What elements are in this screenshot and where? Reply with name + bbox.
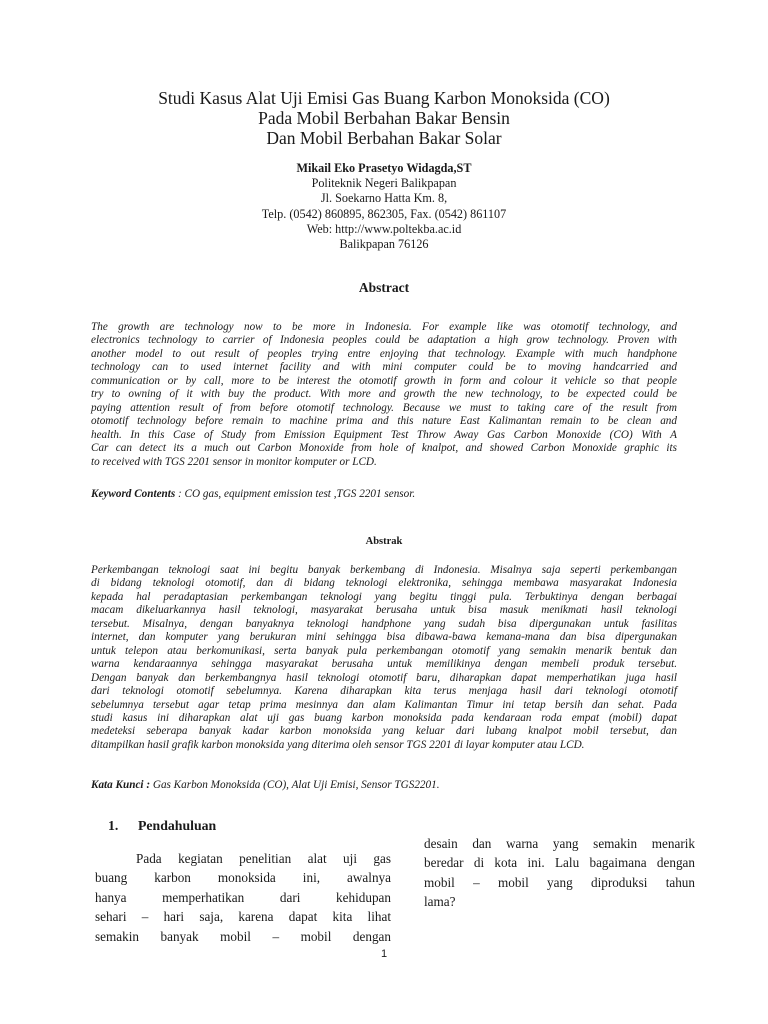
author-address: Jl. Soekarno Hatta Km. 8, <box>320 191 448 206</box>
abstract-line: health. In this Case of Study from Emission Equipment Test Throw Away Gas Carbon Monoxide (CO) With A <box>91 428 677 441</box>
abstract-line: technology can to used internet facility and with mini computer could be to moving handcarried and <box>91 361 677 374</box>
author-block <box>100 161 668 252</box>
abstrak-heading: Abstrak <box>365 536 403 547</box>
abstrak-body <box>91 564 677 752</box>
author-affiliation: Politeknik Negeri Balikpapan <box>311 176 457 191</box>
abstrak-line: Dengan banyak dan berkembangnya hasil teknologi otomotif baru, diharapkan dapat memperhatikan juga hasil <box>91 671 677 684</box>
title-line: Pada Mobil Berbahan Bakar Bensin <box>258 108 510 128</box>
body-line: desain dan warna yang semakin menarik <box>424 836 695 851</box>
title-line: Dan Mobil Berbahan Bakar Solar <box>266 128 502 148</box>
abstrak-line: studi kasus ini diharapkan alat uji gas buang karbon monoksida pada kendaraan roda empat (mobil) dapat <box>91 711 677 724</box>
author-phone: Telp. (0542) 860895, 862305, Fax. (0542) 861107 <box>261 206 507 221</box>
body-column-left <box>95 849 391 946</box>
abstrak-line: ditampilkan hasil grafik karbon monoksida yang diterima oleh sensor TGS 2201 di layar komputer atau LCD. <box>91 738 585 751</box>
body-line: sehari – hari saja, karena dapat kita lihat <box>95 909 391 925</box>
abstract-line: The growth are technology now to be more in Indonesia. For example like was otomotif technology, and <box>91 321 677 333</box>
abstract-heading: Abstract <box>358 280 410 295</box>
abstract-line: communication or by call, more to be interest the otomotif growth in form and colour it vehicle so that people <box>91 374 677 387</box>
abstrak-keywords <box>91 779 677 791</box>
abstrak-line: di bidang teknologi otomotif, dan di bidang teknologi elektronika, sehingga membawa masyarakat Indonesia <box>91 577 677 590</box>
author-web: Web: http://www.poltekba.ac.id <box>306 221 462 236</box>
body-line: beredar di kota ini. Lalu bagaimana dengan <box>424 855 695 871</box>
abstract-body <box>91 321 677 469</box>
section-number: 1. <box>108 818 119 833</box>
abstract-line: to received with TGS 2201 sensor in monitor komputer or LCD. <box>91 455 377 468</box>
abstrak-line: sebelumnya tersebut agar tetap prima mesinnya dan alam Kalimantan Timur ini tetap bersih dan sehat. Pada <box>91 698 677 711</box>
keywords-text: : CO gas, equipment emission test ,TGS 2201 sensor. <box>175 488 416 500</box>
keywords-label: Keyword Contents <box>91 488 176 500</box>
body-line: mobil – mobil yang diproduksi tahun <box>424 874 695 890</box>
body-column-right <box>424 834 695 912</box>
author-city: Balikpapan 76126 <box>339 237 429 252</box>
abstrak-line: internet, dan komputer yang berukuran mini sehingga bisa dibawa-bawa kemana-mana dan bisa dipergunakan <box>91 631 677 644</box>
abstract-keywords <box>91 488 677 500</box>
abstract-line: paying attention result of from before otomotif technology. Because we must to taking care of the result from <box>91 401 677 414</box>
abstrak-line: Perkembangan teknologi saat ini begitu banyak berkembang di Indonesia. Misalnya saja seperti perkembangan <box>91 564 677 576</box>
abstrak-line: medeteksi seberapa banyak kadar karbon monoksida yang keluar dari lubang knalpot mobil tersebut, dan <box>91 725 677 738</box>
abstract-line: otomotif technology before remain to machine prima and this nature East Kalimantan remain to be clean and <box>91 415 677 428</box>
paper-title <box>60 88 708 148</box>
section-title: Pendahuluan <box>138 818 217 833</box>
abstrak-line: macam dikeluarkannya hasil teknologi, masyarakat berusaha untuk bisa masuk menikmati hasil teknologi <box>91 604 677 617</box>
title-line: Studi Kasus Alat Uji Emisi Gas Buang Karbon Monoksida (CO) <box>158 88 610 108</box>
abstract-line: another model to out result of peoples trying entre enjoying that technology. Example with much handphone <box>91 347 677 360</box>
body-line: Pada kegiatan penelitian alat uji gas <box>136 851 391 866</box>
page-number: 1 <box>380 948 388 960</box>
kata-kunci-text: Gas Karbon Monoksida (CO), Alat Uji Emisi, Sensor TGS2201. <box>150 779 440 791</box>
abstrak-line: tersebut. Misalnya, dengan banyaknya teknologi handphone yang sudah bisa dipergunakan untuk fasilitas <box>91 617 677 630</box>
abstract-line: try to owning of it with buy the product. With more and growth the new technology, to be expected could be <box>91 388 677 401</box>
abstrak-line: warna kendaraannya sehingga masyarakat berusaha untuk memilikinya dengan membeli produk tersebut. <box>91 658 677 671</box>
body-line: semakin banyak mobil – mobil dengan <box>95 928 391 944</box>
abstract-line: Car can detect its a much out Carbon Monoxide from hole of knalpot, and showed Carbon Monoxide graphic its <box>91 442 677 455</box>
section-heading <box>108 818 216 834</box>
body-line: hanya memperhatikan dari kehidupan <box>95 889 391 905</box>
abstrak-line: untuk telepon atau berkomunikasi, serta banyak pula perkembangan otomotif yang semakin menarik bentuk dan <box>91 644 677 657</box>
abstrak-line: kepada hal peradaptasian perkembangan teknologi yang begitu tinggi pula. Terbuktinya dengan berbagai <box>91 590 677 603</box>
body-line: lama? <box>424 894 456 910</box>
body-line: buang karbon monoksida ini, awalnya <box>95 870 391 886</box>
abstrak-line: dari teknologi otomotif sebelumnya. Karena diharapkan kita terus menjaga hasil dari teknologi otomotif <box>91 685 677 698</box>
author-name: Mikail Eko Prasetyo Widagda,ST <box>296 161 472 175</box>
kata-kunci-label: Kata Kunci : <box>91 779 151 791</box>
abstract-line: electronics technology to carrier of Indonesia peoples could be adaptation a high grow technology. Proven with <box>91 334 677 347</box>
